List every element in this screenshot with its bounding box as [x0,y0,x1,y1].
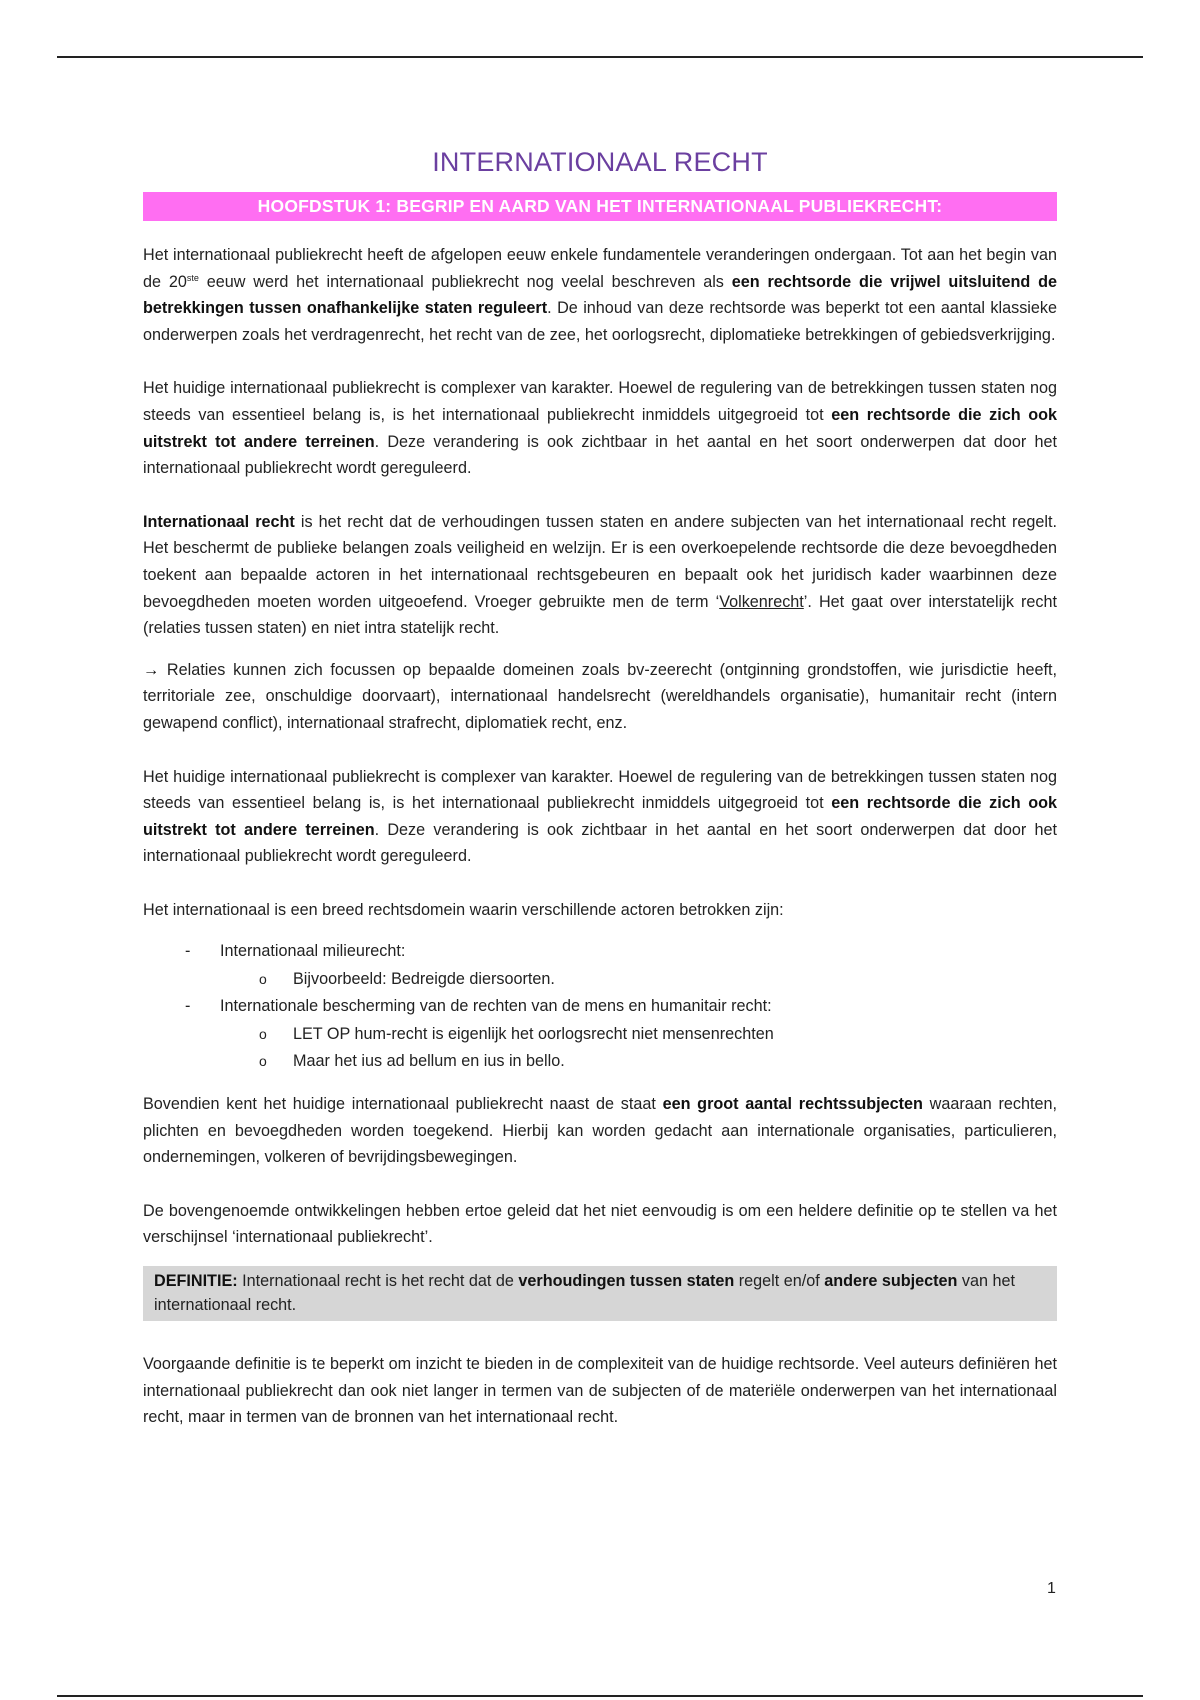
paragraph-1: Het internationaal publiekrecht heeft de afgelopen eeuw enkele fundamentele veranderingen ondergaan. Tot aan het begin van de 20ste eeuw werd het internationaal publiekrecht nog veelal beschreven als een rechtsorde die vrijwel uitsluitend de betrekkingen tussen onafhankelijke staten reguleert. De inhoud van deze rechtsorde was beperkt tot een aantal klassieke onderwerpen zoals het verdragenrecht, het recht van de zee, het oorlogsrecht, diplomatieke betrekkingen of gebiedsverkrijging. [143,246,1057,344]
list-item: - Internationaal milieurecht: o Bijvoorbeeld: Bedreigde diersoorten. [143,938,1057,993]
page-number: 1 [1047,1580,1056,1597]
paragraph-2: Het huidige internationaal publiekrecht is complexer van karakter. Hoewel de regulering van de betrekkingen tussen staten nog steeds van essentieel belang is, is het internationaal publiekrecht inmiddels uitgegroeid tot een rechtsorde die zich ook uitstrekt tot andere terreinen. Deze verandering is ook zichtbaar in het aantal en het soort onderwerpen dat door het internationaal publiekrecht wordt gereguleerd. [143,379,1057,478]
footer-rule [57,1695,1143,1697]
actor-list [143,938,1057,1076]
paragraph-5: Het huidige internationaal publiekrecht is complexer van karakter. Hoewel de regulering van de betrekkingen tussen staten nog steeds van essentieel belang is, is het internationaal publiekrecht inmiddels uitgegroeid tot een rechtsorde die zich ook uitstrekt tot andere terreinen. Deze verandering is ook zichtbaar in het aantal en het soort onderwerpen dat door het internationaal publiekrecht wordt gereguleerd. [143,767,1057,866]
paragraph-3: Internationaal recht is het recht dat de verhoudingen tussen staten en andere subjecten van het internationaal recht regelt. Het beschermt de publieke belangen zoals veiligheid en welzijn. Er is een overkoepelende rechtsorde die deze bevoegdheden toekent aan bepaalde actoren in het internationaal rechtsgebeuren en bepaalt ook het juridisch kader waarbinnen deze bevoegdheden moeten worden uitgeoefend. Vroeger gebruikte men de term ‘Volkenrecht’. Het gaat over interstatelijk recht (relaties tussen staten) en niet intra statelijk recht. [143,512,1057,638]
arrow-icon: → [143,660,160,679]
chapter-heading: HOOFDSTUK 1: BEGRIP EN AARD VAN HET INTERNATIONAAL PUBLIEKRECHT: [143,192,1057,221]
definition-text: DEFINITIE: Internationaal recht is het recht dat de verhoudingen tussen staten regelt en/of andere subjecten van het internationaal recht. [154,1271,1016,1314]
list-item: - Internationale bescherming van de rechten van de mens en humanitair recht: o LET OP hum-recht is eigenlijk het oorlogsrecht niet mensenrechten o Maar het ius ad bellum en ius in bello. [143,993,1057,1076]
dash-bullet: - [185,997,191,1016]
list-subitem: o Maar het ius ad bellum en ius in bello. [143,1048,1057,1076]
circle-bullet: o [259,1025,267,1042]
paragraph-9: Voorgaande definitie is te beperkt om inzicht te bieden in de complexiteit van de huidige rechtsorde. Veel auteurs definiëren het internationaal publiekrecht dan ook niet langer in termen van de subjecten of de materiële onderwerpen van het internationaal recht, maar in termen van de bronnen van het internationaal recht. [143,1354,1057,1427]
document-title: INTERNATIONAAL RECHT [432,147,768,177]
circle-bullet: o [259,1053,267,1070]
list-subitem: o Bijvoorbeeld: Bedreigde diersoorten. [143,966,1057,994]
paragraph-7: Bovendien kent het huidige internationaal publiekrecht naast de staat een groot aantal rechtssubjecten waaraan rechten, plichten en bevoegdheden worden toegekend. Hierbij kan worden gedacht aan internationale organisaties, particulieren, ondernemingen, volkeren of bevrijdingsbewegingen. [143,1094,1057,1167]
list-subitem: o LET OP hum-recht is eigenlijk het oorlogsrecht niet mensenrechten [143,1021,1057,1049]
paragraph-4: → Relaties kunnen zich focussen op bepaalde domeinen zoals bv-zeerecht (ontginning grondstoffen, wie jurisdictie heeft, territoriale zee, onschuldige doorvaart), internationaal handelsrecht (wereldhandels organisatie), humanitair recht (intern gewapend conflict), internationaal strafrecht, diplomatiek recht, enz. [143,660,1057,732]
circle-bullet: o [259,970,267,987]
definition-box [143,1266,1057,1321]
paragraph-6: Het internationaal is een breed rechtsdomein waarin verschillende actoren betrokken zijn: [143,900,784,919]
paragraph-8: De bovengenoemde ontwikkelingen hebben ertoe geleid dat het niet eenvoudig is om een heldere definitie op te stellen va het verschijnsel ‘internationaal publiekrecht’. [143,1201,1057,1247]
dash-bullet: - [185,942,191,961]
header-rule [57,56,1143,58]
document-page [143,140,1057,1431]
